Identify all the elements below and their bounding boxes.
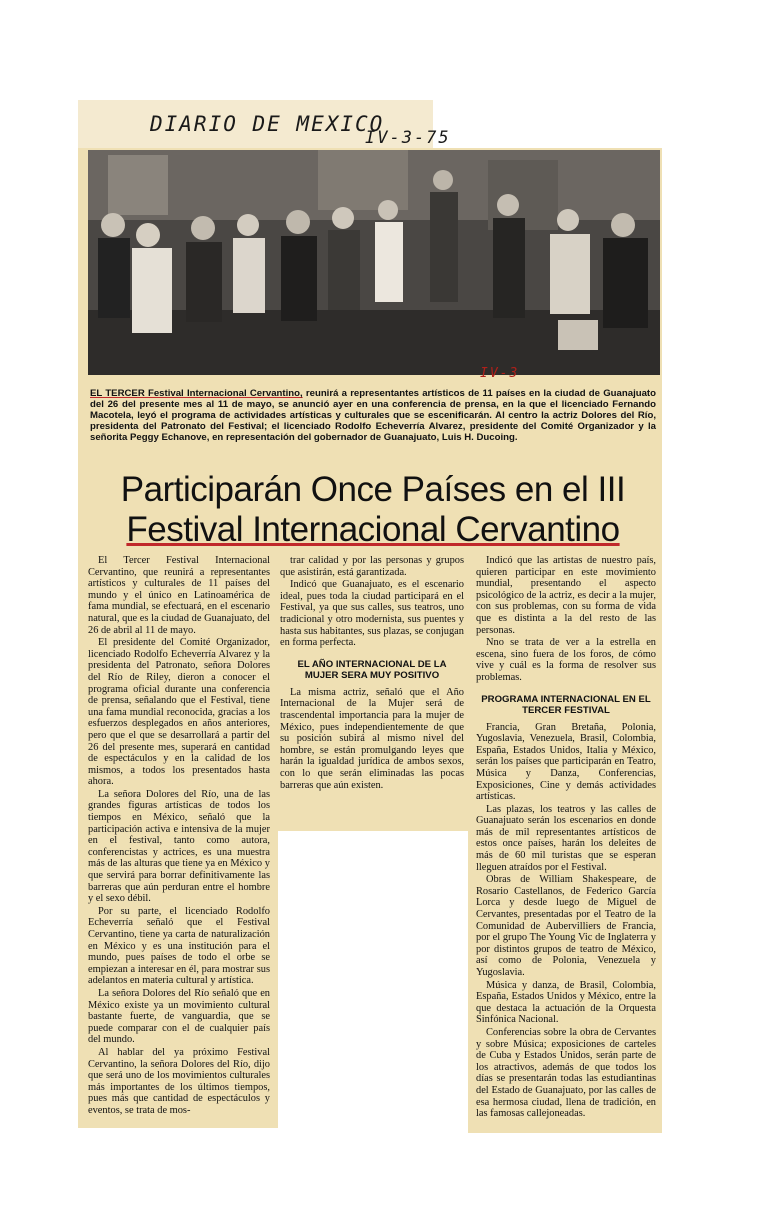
article-column-1 xyxy=(88,555,270,1118)
headline-line1: Participarán Once Países en el III xyxy=(120,470,626,509)
handwritten-red-note: IV-3 xyxy=(480,366,520,381)
paragraph: El Tercer Festival Internacional Cervantino, que reunirá a representantes artísticos y culturales de 11 países del mundo y el único en Latinoamérica de fama mundial, se efectuará, en el escenario natural, que es la ciudad de Guanajuato, del 26 de abril al 11 de mayo. xyxy=(88,555,270,636)
photo-caption xyxy=(90,388,656,443)
subheading: PROGRAMA INTERNACIONAL EN EL TERCER FESTIVAL xyxy=(481,693,651,716)
paragraph: Obras de William Shakespeare, de Rosario Castellanos, de Federico García Lorca y desde luego de Miguel de Cervantes, presentadas por el Teatro de la Comunidad de Aubervilliers de Francia, por el grupo The Young Vic de Inglaterra y por distintos grupos de teatro de México, así como de Polonia, Venezuela y Yugoslavia. xyxy=(476,874,656,978)
paragraph: Música y danza, de Brasil, Colombia, España, Estados Unidos y México, entre la que destaca la actuación de la Orquesta Sinfónica Nacional. xyxy=(476,979,656,1026)
paragraph: Indicó que las artistas de nuestro país, quieren participar en este movimiento mundial, presentando el aspecto psicológico de la actriz, es decir a la mujer, con sus problemas, con su forma de vida que es distinta a la del resto de las personas. xyxy=(476,555,656,636)
paragraph: Nno se trata de ver a la estrella en escena, sino fuera de los foros, de cómo vive y cuál es la forma de resolver sus problemas. xyxy=(476,637,656,683)
subheading: EL AÑO INTERNACIONAL DE LA MUJER SERA MUY POSITIVO xyxy=(297,658,447,681)
handwritten-source: DIARIO DE MEXICO xyxy=(150,112,385,136)
handwritten-date: IV-3-75 xyxy=(365,128,451,148)
paragraph: Las plazas, los teatros y las calles de Guanajuato serán los escenarios en donde más de mil representantes artísticos de estos once países, harán los deleites de más de 60 mil turistas que se esperan lleguen atraídos por el Festival. xyxy=(476,803,656,873)
article-column-2 xyxy=(280,555,464,792)
press-conference-photo xyxy=(88,150,660,375)
headline xyxy=(90,470,656,550)
caption-text: reunirá a representantes artísticos de 11 países en la ciudad de Guanajuato del 26 del presente mes al 11 de mayo, se anunció ayer en una conferencia de prensa, en la que el licenciado Fernando Macotela, leyó el programa de actividades artísticas y culturales que se escenificarán. Al centro la actriz Dolores del Río, presidenta del Patronato del Festival; el licenciado Rodolfo Echeverría Alvarez, presidente del Comité Organizador y la señorita Peggy Echanove, en representación del gobernador de Guanajuato, Luis H. Ducoing. xyxy=(90,388,656,443)
paragraph: La señora Dolores del Río señaló que en México existe ya un movimiento cultural bastante fuerte, de vanguardia, que se puede comparar con el de cualquier país del mundo. xyxy=(88,987,270,1046)
paragraph: Al hablar del ya próximo Festival Cervantino, la señora Dolores del Río, dijo que será uno de los movimientos culturales más importantes de los últimos tiempos, pues más que cantidad de espectáculos y eventos, se trata de mos- xyxy=(88,1046,270,1116)
headline-line2: Festival Internacional Cervantino xyxy=(126,510,620,549)
paragraph: Francia, Gran Bretaña, Polonia, Yugoslavia, Venezuela, Brasil, Colombia, España, Estados Unidos, Italia y México, serán los países que participarán en Teatro, Música y Danza, Conferencias, Exposiciones, Cine y demás actividades artísticas. xyxy=(476,721,656,803)
paragraph: El presidente del Comité Organizador, licenciado Rodolfo Echeverría Alvarez y la presidenta del Patronato, señora Dolores del Río de Riley, dieron a conocer el programa oficial durante una conferencia de prensa, señalando que el Festival, tiene una fama mundial reconocida, gracias a los esfuerzos desplegados en años anteriores, pero que el que se desarrollará a partir del 26 del presente mes, superará en cantidad de espectáculos y en la calidad de los mismos, a todos los presentados hasta ahora. xyxy=(88,637,270,788)
paragraph: Conferencias sobre la obra de Cervantes y sobre Música; exposiciones de carteles de Cuba y Estados Unidos, serán parte de los atractivos, además de que todos los días se presentarán todas las estudiantinas del Estado de Guanajuato, por las calles de esa hermosa ciudad, llena de tradición, en las famosas callejoneadas. xyxy=(476,1026,656,1120)
paragraph: La señora Dolores del Río, una de las grandes figuras artísticas de todos los tiempos en México, señaló que la participación activa e intensiva de la mujer en el festival, tanto como autora, conferencistas y actrices, es una muestra más de las alturas que tiene ya en México y que servirá para borrar definitivamente las barreras que aún perduran entre el hombre y el sexo débil. xyxy=(88,788,270,905)
paragraph: La misma actriz, señaló que el Año Internacional de la Mujer será de trascendental importancia para la mujer de México, pues independientemente de que su posición subirá al mismo nivel del hombre, se están promulgando leyes que harán la igualdad jurídica de ambos sexos, con lo que serán eliminadas las pocas barreras que aún existen. xyxy=(280,686,464,791)
paragraph: Por su parte, el licenciado Rodolfo Echeverría señaló que el Festival Cervantino, tiene ya carta de naturalización en México y es una institución para el mundo, pues países de todo el orbe se empiezan a interesar en él, para mostrar sus adelantos en materia cultural y artística. xyxy=(88,905,270,987)
caption-lead: EL TERCER Festival Internacional Cervantino, xyxy=(90,388,303,399)
paragraph: Indicó que Guanajuato, es el escenario ideal, pues toda la ciudad participará en el Festival, ya que sus calles, sus teatros, uno tradicional y otro modernista, sus puentes y hasta sus habitantes, sus plazas, se conjugan en forma perfecta. xyxy=(280,579,464,649)
photo-illustration xyxy=(88,150,660,375)
article-column-3 xyxy=(476,555,656,1121)
paragraph: trar calidad y por las personas y grupos que asistirán, está garantizada. xyxy=(280,555,464,578)
